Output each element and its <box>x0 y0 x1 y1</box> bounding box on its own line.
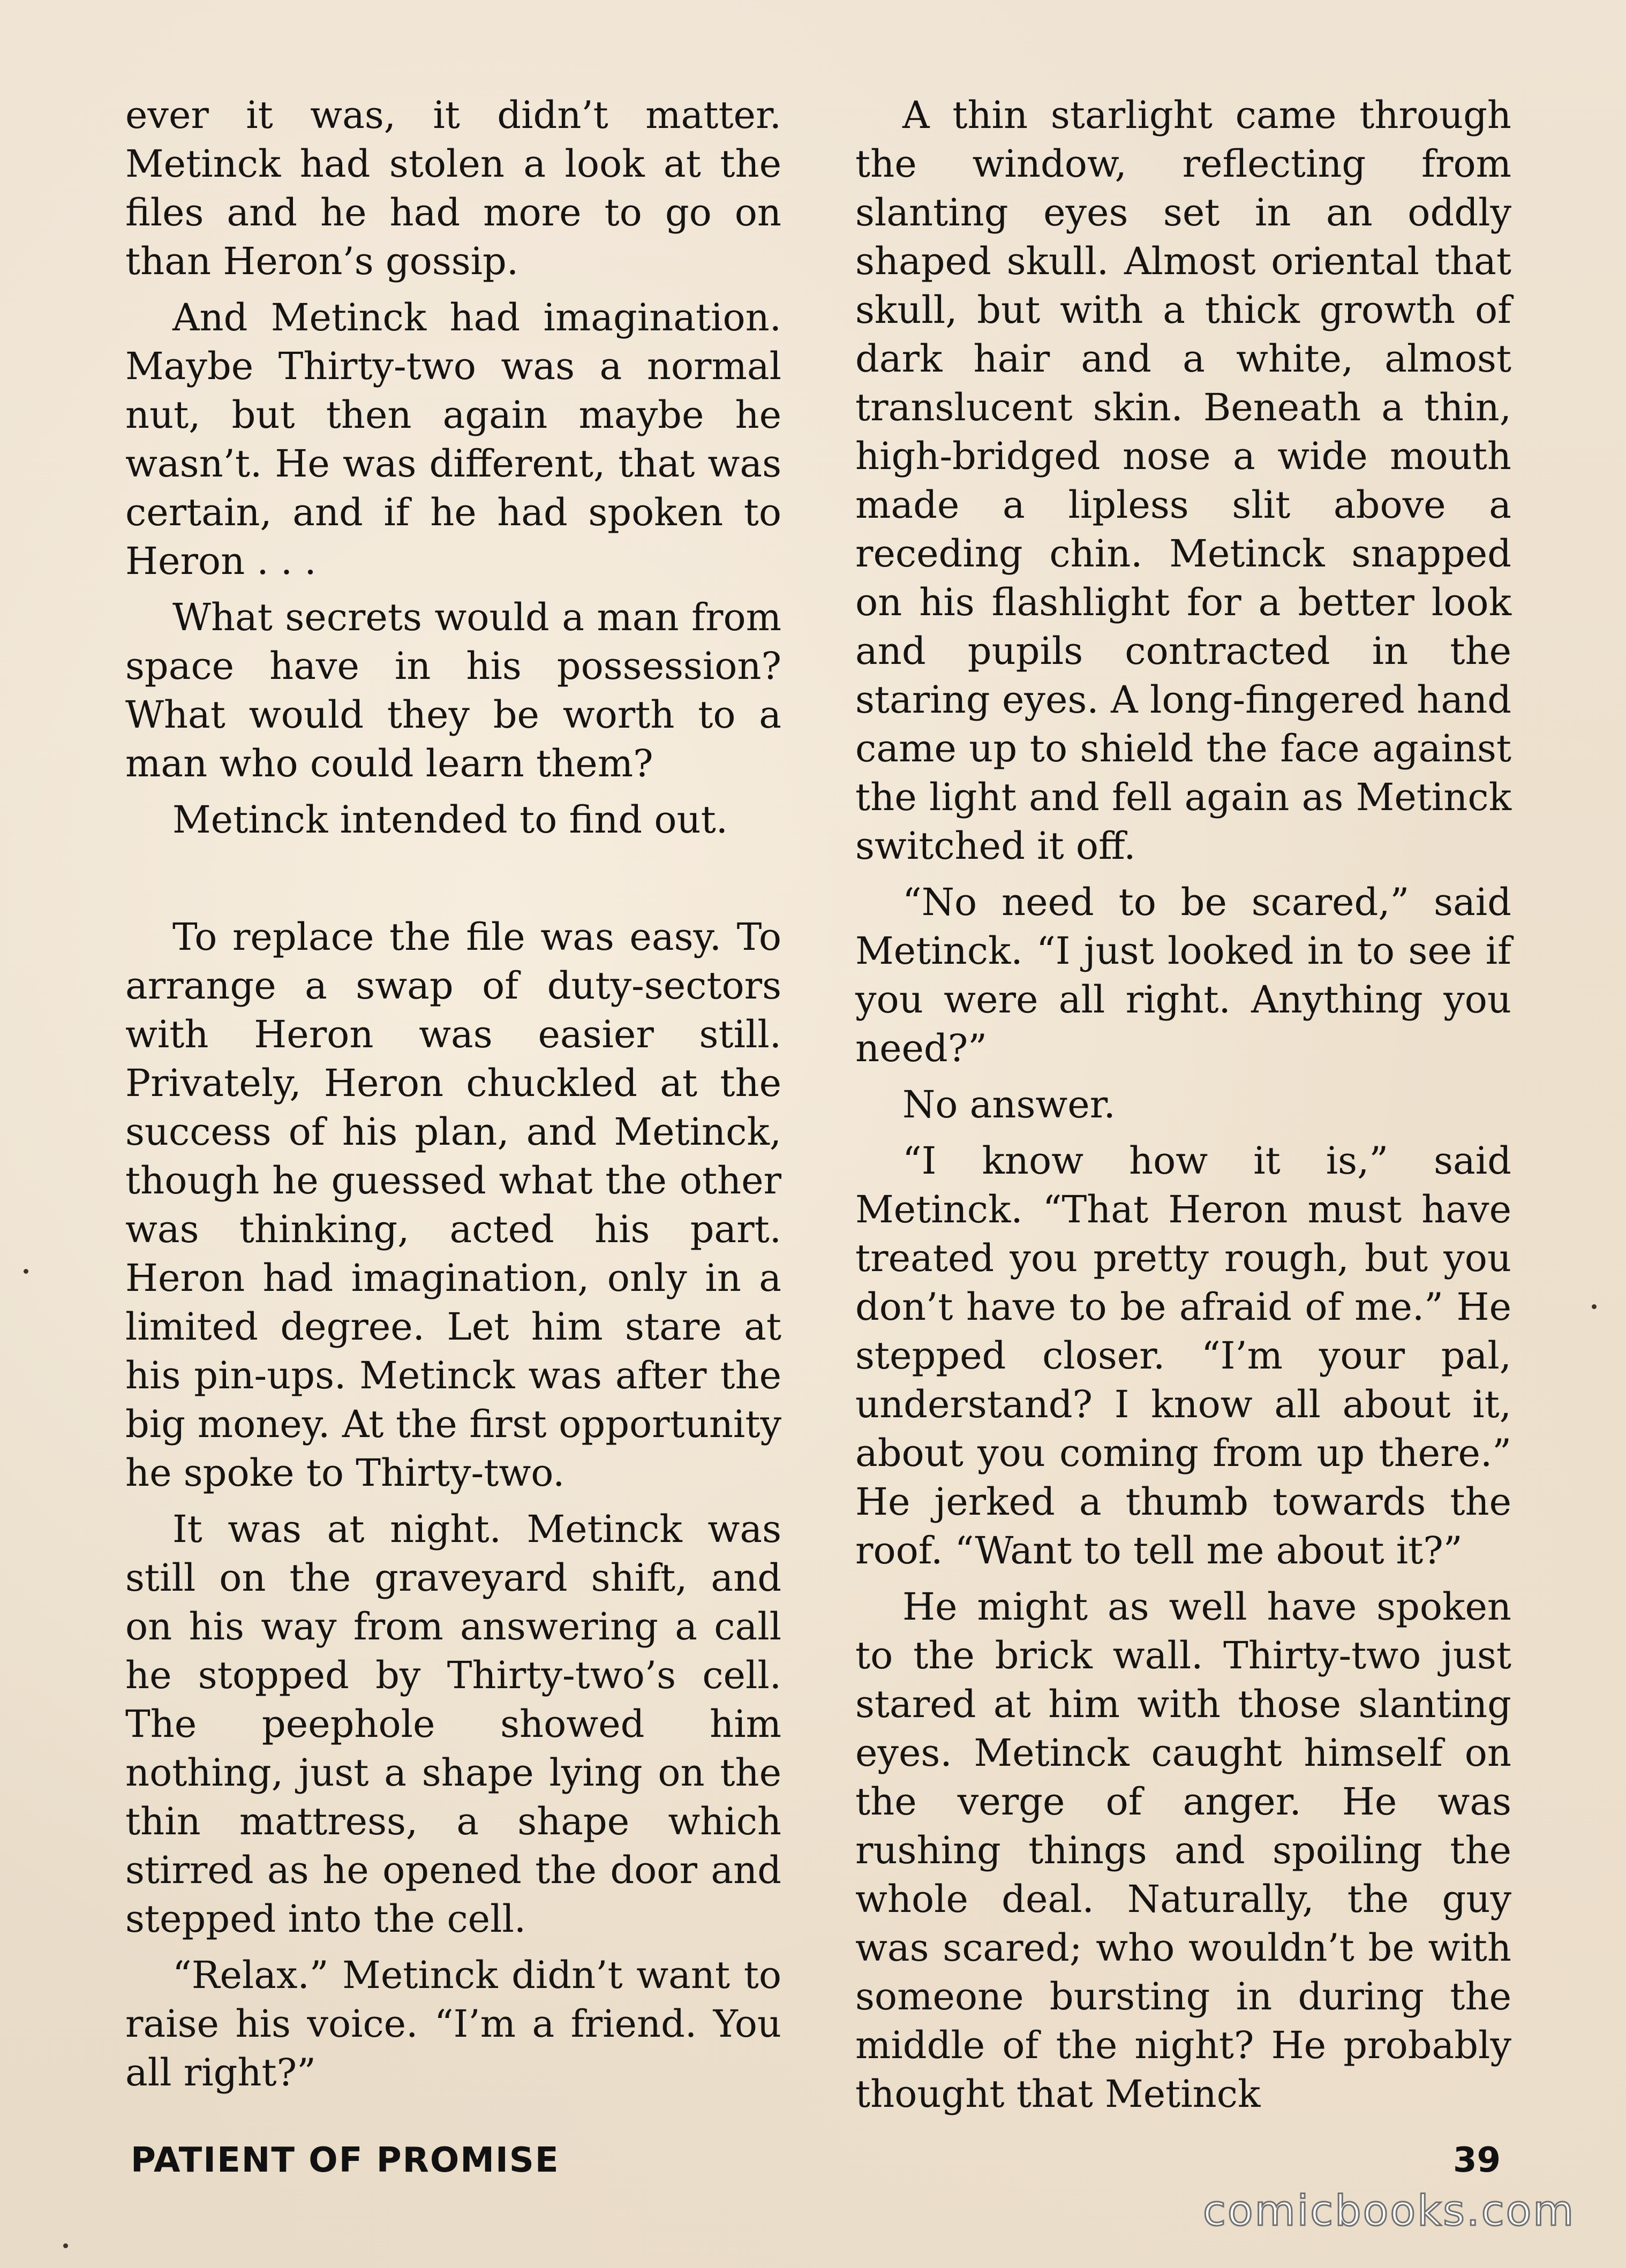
page-number: 39 <box>1452 2141 1501 2180</box>
paragraph: It was at night. Metinck was still on the graveyard shift, and on his way from answering a call he stopped by Thirty-two’s cell. The peephole showed him nothing, just a shape lying on the thin mattress, a shape which stirred as he opened the door and stepped into the cell. <box>125 1507 781 1941</box>
paragraph: “I know how it is,” said Metinck. “That Heron must have treated you pretty rough, but you don’t have to be afraid of me.” He stepped closer. “I’m your pal, understand? I know all about it, about you coming from up there.” He jerked a thumb towards the roof. “Want to tell me about it?” <box>855 1139 1511 1573</box>
site-watermark: comicbooks.com <box>1203 2187 1576 2235</box>
paragraph: “Relax.” Metinck didn’t want to raise his voice. “I’m a friend. You all right?” <box>125 1953 781 2095</box>
print-speck <box>63 2243 68 2248</box>
print-speck <box>1592 1304 1597 1309</box>
right-text-column <box>855 91 1511 2126</box>
paragraph: A thin starlight came through the window, reflecting from slanting eyes set in an oddly shaped skull. Almost oriental that skull, but with a thick growth of dark hair and a white, almost translucent skin. Beneath a thin, high-bridged nose a wide mouth made a lipless slit above a receding chin. Metinck snapped on his flashlight for a better look and pupils contracted in the staring eyes. A long-fingered hand came up to shield the face against the light and fell again as Metinck switched it off. <box>855 93 1511 868</box>
paragraph: Metinck intended to find out. <box>172 798 728 842</box>
paragraph: What secrets would a man from space have in his possession? What would they be worth to a man who could learn them? <box>125 595 781 785</box>
paragraph: And Metinck had imagination. Maybe Thirty-two was a normal nut, but then again maybe he wasn’t. He was different, that was certain, and if he had spoken to Heron . . . <box>125 296 781 583</box>
running-title: PATIENT OF PROMISE <box>131 2141 560 2180</box>
paragraph: He might as well have spoken to the brick wall. Thirty-two just stared at him with those slanting eyes. Metinck caught himself on the verge of anger. He was rushing things and spoiling the whole deal. Naturally, the guy was scared; who wouldn’t be with someone bursting in during the middle of the night? He probably thought that Metinck <box>855 1585 1511 2116</box>
page-footer <box>125 2139 1501 2182</box>
paragraph: No answer. <box>902 1083 1116 1127</box>
left-text-column <box>125 91 781 2105</box>
print-speck <box>24 1269 28 1274</box>
paragraph: ever it was, it didn’t matter. Metinck had stolen a look at the files and he had more to go on than Heron’s gossip. <box>125 93 781 283</box>
paragraph: “No need to be scared,” said Metinck. “I just looked in to see if you were all right. Anything you need?” <box>855 880 1511 1070</box>
paragraph: To replace the file was easy. To arrange a swap of duty-sectors with Heron was easier still. Privately, Heron chuckled at the success of his plan, and Metinck, though he guessed what the other was thinking, acted his part. Heron had imagination, only in a limited degree. Let him stare at his pin-ups. Metinck was after the big money. At the first opportunity he spoke to Thirty-two. <box>125 915 781 1495</box>
